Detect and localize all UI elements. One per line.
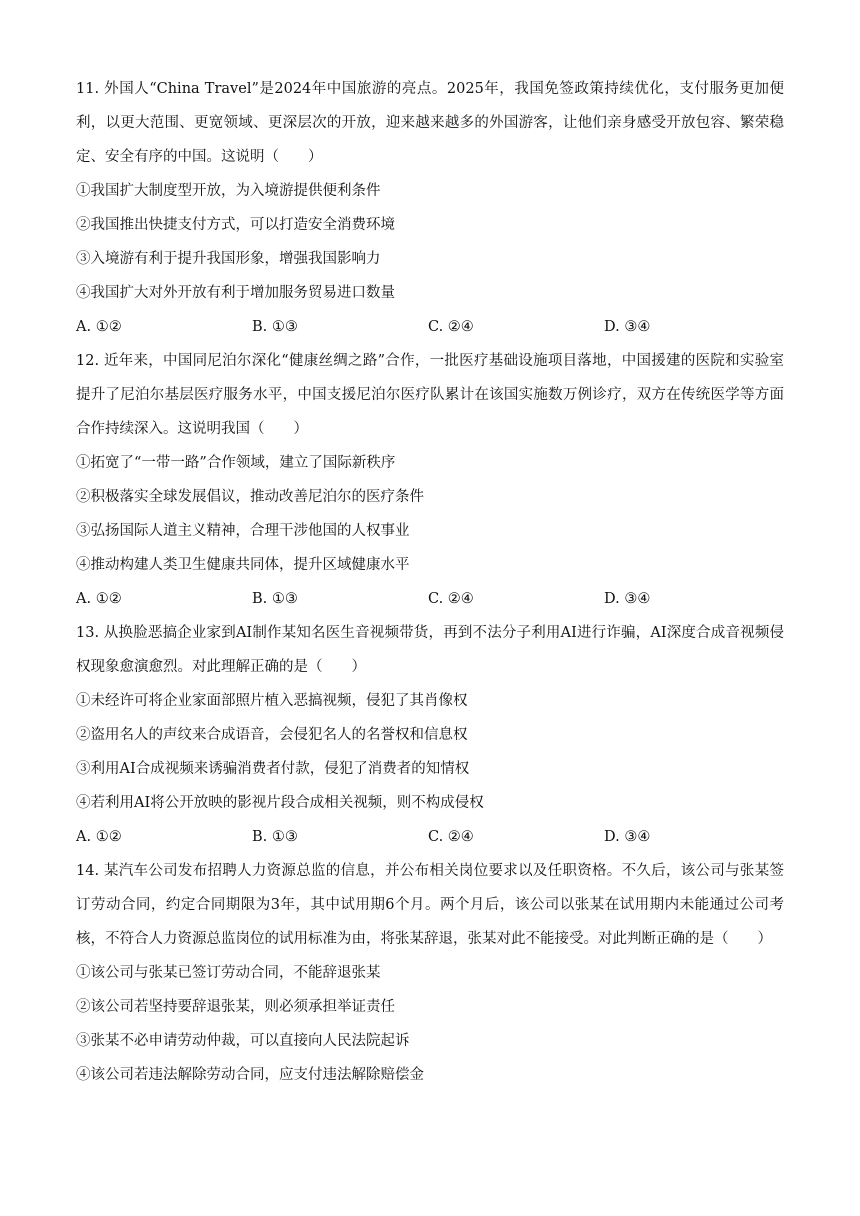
choice-b: B. ①③ [252, 319, 298, 335]
option-3: ③入境游有利于提升我国形象，增强我国影响力 [76, 251, 381, 267]
option-1: ①未经许可将企业家面部照片植入恶搞视频，侵犯了其肖像权 [76, 693, 468, 709]
question-11 [76, 72, 784, 344]
choice-c: C. ②④ [428, 829, 474, 845]
question-stem: 11. 外国人“China Travel”是2024年中国旅游的亮点。2025年，我国免签政策持续优化，支付服务更加便利，以更大范围、更宽领域、更深层次的开放，迎来越来越多的外国游客，让他们亲身感受开放包容、繁荣稳定、安全有序的中国。这说明（ ） [76, 81, 784, 165]
choice-a: A. ①② [76, 829, 122, 845]
question-14 [76, 854, 784, 1092]
answer-choices [76, 820, 784, 854]
choice-b: B. ①③ [252, 591, 298, 607]
choice-d: D. ③④ [604, 319, 651, 335]
option-4: ④该公司若违法解除劳动合同，应支付违法解除赔偿金 [76, 1067, 424, 1083]
option-3: ③利用AI合成视频来诱骗消费者付款，侵犯了消费者的知情权 [76, 761, 470, 777]
question-stem: 14. 某汽车公司发布招聘人力资源总监的信息，并公布相关岗位要求以及任职资格。不久后，该公司与张某签订劳动合同，约定合同期限为3年，其中试用期6个月。两个月后，该公司以张某在试用期内未能通过公司考核，不符合人力资源总监岗位的试用标准为由，将张某辞退，张某对此不能接受。对此判断正确的是（ ） [76, 863, 784, 947]
option-2: ②我国推出快捷支付方式，可以打造安全消费环境 [76, 217, 395, 233]
choice-c: C. ②④ [428, 591, 474, 607]
option-2: ②盗用名人的声纹来合成语音，会侵犯名人的名誉权和信息权 [76, 727, 468, 743]
option-3: ③张某不必申请劳动仲裁，可以直接向人民法院起诉 [76, 1033, 410, 1049]
question-13 [76, 616, 784, 854]
option-4: ④若利用AI将公开放映的影视片段合成相关视频，则不构成侵权 [76, 795, 484, 811]
option-2: ②该公司若坚持要辞退张某，则必须承担举证责任 [76, 999, 395, 1015]
option-4: ④推动构建人类卫生健康共同体，提升区域健康水平 [76, 557, 410, 573]
choice-d: D. ③④ [604, 591, 651, 607]
option-1: ①拓宽了“一带一路”合作领域，建立了国际新秩序 [76, 455, 396, 471]
choice-a: A. ①② [76, 591, 122, 607]
option-1: ①我国扩大制度型开放，为入境游提供便利条件 [76, 183, 381, 199]
choice-b: B. ①③ [252, 829, 298, 845]
question-12 [76, 344, 784, 616]
choice-a: A. ①② [76, 319, 122, 335]
question-stem: 13. 从换脸恶搞企业家到AI制作某知名医生音视频带货，再到不法分子利用AI进行诈骗，AI深度合成音视频侵权现象愈演愈烈。对此理解正确的是（ ） [76, 625, 784, 675]
answer-choices [76, 310, 784, 344]
answer-choices [76, 582, 784, 616]
option-4: ④我国扩大对外开放有利于增加服务贸易进口数量 [76, 285, 395, 301]
question-stem: 12. 近年来，中国同尼泊尔深化“健康丝绸之路”合作，一批医疗基础设施项目落地，中国援建的医院和实验室提升了尼泊尔基层医疗服务水平，中国支援尼泊尔医疗队累计在该国实施数万例诊疗，双方在传统医学等方面合作持续深入。这说明我国（ ） [76, 353, 784, 437]
option-1: ①该公司与张某已签订劳动合同，不能辞退张某 [76, 965, 381, 981]
choice-c: C. ②④ [428, 319, 474, 335]
option-2: ②积极落实全球发展倡议，推动改善尼泊尔的医疗条件 [76, 489, 424, 505]
choice-d: D. ③④ [604, 829, 651, 845]
option-3: ③弘扬国际人道主义精神，合理干涉他国的人权事业 [76, 523, 410, 539]
